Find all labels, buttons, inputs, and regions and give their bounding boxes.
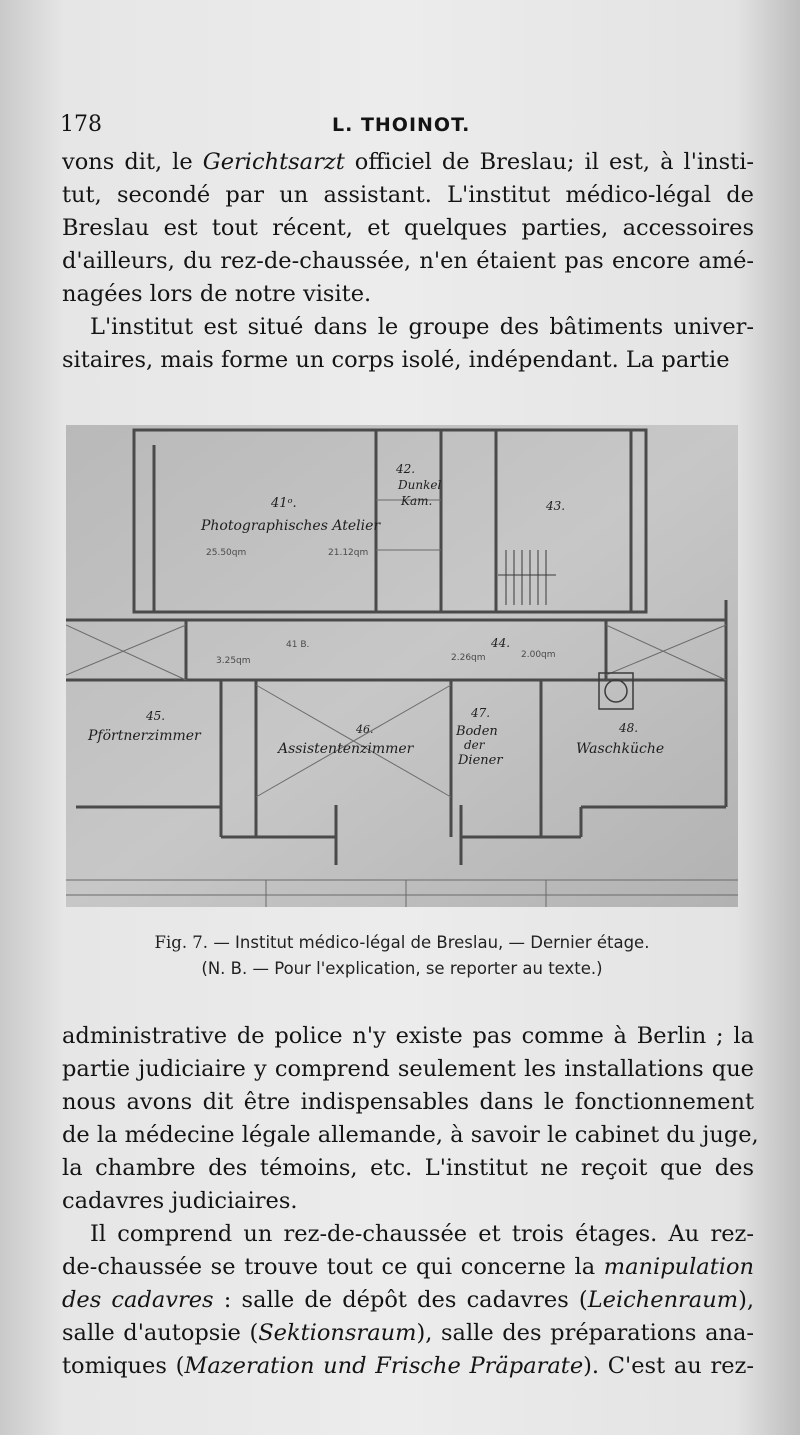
text-segment: administrative de police n'y existe pas comme à Berlin ; la — [62, 1023, 754, 1049]
paragraph-bottom — [62, 1020, 759, 1383]
room-42-name-l2: Kam. — [401, 494, 433, 508]
caption-line-2: (N. B. — Pour l'explication, se reporter au texte.) — [201, 959, 603, 978]
room-47-name-l3: Diener — [458, 753, 503, 768]
text-segment: d'ailleurs, du rez-de-chaussée, n'en étaient pas encore amé- — [62, 248, 754, 274]
page-number: 178 — [60, 112, 102, 137]
text-segment: tut, secondé par un assistant. L'institut médico-légal de — [62, 182, 754, 208]
italic-term: Mazeration und Frische Präparate — [184, 1353, 584, 1379]
text-line — [62, 146, 754, 179]
room-48-name: Waschküche — [576, 741, 665, 757]
figure-caption — [66, 930, 738, 982]
text-line — [62, 1185, 754, 1218]
room-44-number: 44. — [491, 636, 511, 650]
room-41-number: 41ᵒ. — [271, 496, 297, 511]
room-44-dim: 2.00qm — [521, 650, 556, 660]
room-45-name: Pförtnerzimmer — [88, 728, 201, 744]
text-line — [62, 1350, 754, 1383]
running-head: L. THOINOT. — [332, 114, 471, 136]
text-line — [62, 1152, 754, 1185]
text-segment: ), salle des préparations ana- — [416, 1320, 755, 1346]
text-line — [62, 212, 754, 245]
text-segment: L'institut est situé dans le groupe des bâtiments univer- — [90, 314, 754, 340]
room-47-name-l1: Boden — [456, 724, 498, 739]
italic-term: Gerichtsarzt — [202, 149, 345, 175]
room-46-name: Assistentenzimmer — [278, 741, 414, 757]
room-46-number: 46. — [356, 723, 374, 736]
text-segment: Il comprend un rez-de-chaussée et trois étages. Au rez- — [90, 1221, 754, 1247]
room-43-number: 43. — [546, 499, 566, 513]
text-line — [62, 1218, 754, 1251]
room-41-dim2: 21.12qm — [328, 548, 369, 558]
caption-figure-number: Fig. 7. — [154, 933, 209, 952]
text-segment: ), — [738, 1287, 754, 1313]
text-line — [62, 245, 754, 278]
text-segment: nous avons dit être indispensables dans le fonctionnement — [62, 1089, 754, 1115]
text-segment: partie judiciaire y comprend seulement les installations que — [62, 1056, 754, 1082]
text-segment: de la médecine légale allemande, à savoir le cabinet du juge, — [62, 1122, 759, 1148]
text-line — [62, 278, 754, 311]
text-segment: nagées lors de notre visite. — [62, 281, 372, 307]
italic-term: des cadavres — [62, 1287, 214, 1313]
room-42-number: 42. — [396, 462, 416, 476]
room-41-dim1: 25.50qm — [206, 548, 247, 558]
text-segment: : salle de dépôt des cadavres ( — [213, 1287, 588, 1313]
text-line — [62, 344, 754, 377]
room-48-number: 48. — [619, 721, 639, 735]
floor-plan-drawing — [66, 425, 738, 907]
text-line — [62, 179, 754, 212]
text-line — [62, 1053, 754, 1086]
text-line — [62, 1284, 754, 1317]
text-line — [62, 1251, 754, 1284]
text-segment: sitaires, mais forme un corps isolé, indépendant. La partie — [62, 347, 730, 373]
text-segment: ). C'est au rez- — [583, 1353, 754, 1379]
text-line — [62, 1119, 759, 1152]
text-segment: tomiques ( — [62, 1353, 185, 1379]
hall-label: 41 B. — [286, 640, 310, 650]
hall-dim: 2.26qm — [451, 653, 486, 663]
room-47-name-l2: der — [464, 738, 485, 752]
room-47-number: 47. — [471, 706, 491, 720]
room-41-name: Photographisches Atelier — [201, 518, 381, 534]
room-42-name-l1: Dunkel — [398, 478, 442, 492]
italic-term: manipulation — [603, 1254, 754, 1280]
caption-line-1: — Institut médico-légal de Breslau, — Dernier étage. — [213, 933, 650, 952]
text-segment: officiel de Breslau; il est, à l'insti- — [344, 149, 754, 175]
floor-plan-figure — [66, 425, 738, 907]
corridor-dim: 3.25qm — [216, 656, 251, 666]
text-line — [62, 1020, 754, 1053]
text-line — [62, 1317, 754, 1350]
text-segment: de-chaussée se trouve tout ce qui concerne la — [62, 1254, 604, 1280]
text-segment: cadavres judiciaires. — [62, 1188, 298, 1214]
text-segment: salle d'autopsie ( — [62, 1320, 259, 1346]
text-segment: vons dit, le — [62, 149, 203, 175]
page-header — [60, 112, 750, 146]
paragraph-top — [62, 146, 754, 377]
text-segment: la chambre des témoins, etc. L'institut ne reçoit que des — [62, 1155, 754, 1181]
italic-term: Leichenraum — [587, 1287, 739, 1313]
italic-term: Sektionsraum — [258, 1320, 417, 1346]
text-segment: Breslau est tout récent, et quelques parties, accessoires — [62, 215, 754, 241]
text-line — [62, 1086, 754, 1119]
text-line — [62, 311, 754, 344]
room-45-number: 45. — [146, 709, 166, 723]
